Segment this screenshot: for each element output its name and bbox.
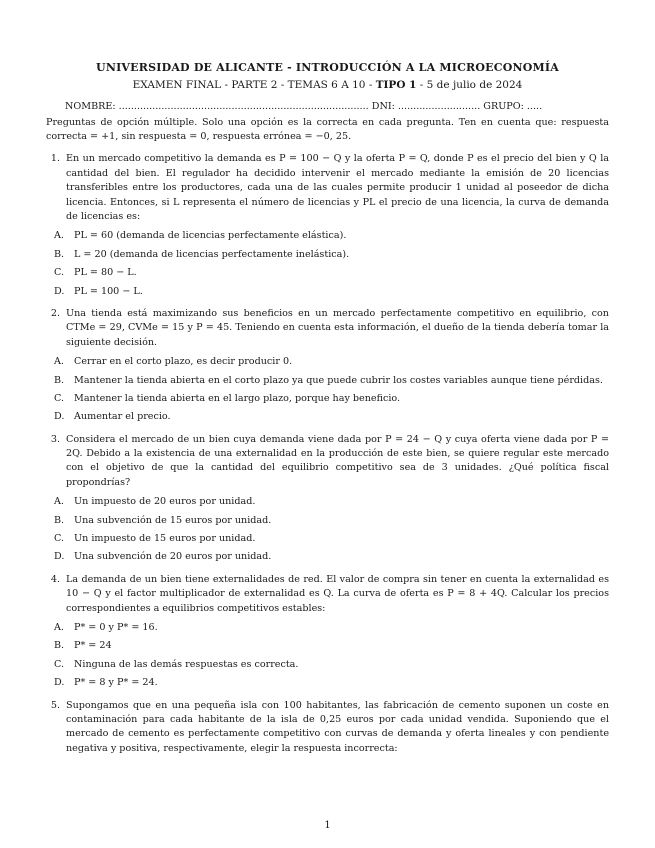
question-3 [46,433,609,565]
option-text: Una subvención de 15 euros por unidad. [74,514,272,526]
option-letter: C. [54,658,65,670]
option-letter: D. [54,677,65,689]
option-text: Cerrar en el corto plazo, es decir producir 0. [74,356,293,368]
option-letter: A. [54,230,64,242]
answer-options [54,229,609,299]
answer-option [54,410,609,424]
option-text: PL = 60 (demanda de licencias perfectamente elástica). [74,230,347,242]
question-row [46,433,609,491]
answer-option [54,621,609,635]
answer-option [54,266,609,280]
option-text: Mantener la tienda abierta en el largo plazo, porque hay beneficio. [74,392,401,404]
option-text: PL = 80 − L. [74,267,137,279]
option-letter: A. [54,621,64,633]
question-row [46,152,609,224]
option-text: P* = 0 y P* = 16. [74,621,158,633]
option-letter: D. [54,411,65,423]
subtitle-tipo: TIPO 1 [375,78,417,91]
subtitle-date: - 5 de julio de 2024 [416,78,523,91]
question-number: 3. [50,433,60,445]
answer-option [54,658,609,672]
option-letter: B. [54,514,65,526]
answer-option [54,248,609,262]
option-letter: A. [54,496,64,508]
exam-subtitle [46,78,609,94]
answer-option [54,514,609,528]
answer-option [54,550,609,564]
question-2 [46,307,609,425]
question-number: 1. [50,153,60,165]
option-letter: B. [54,374,65,386]
answer-option [54,495,609,509]
question-4 [46,573,609,691]
option-letter: C. [54,533,65,545]
option-letter: D. [54,551,65,563]
question-1 [46,152,609,299]
question-row [46,573,609,616]
question-5 [46,699,609,757]
answer-options [54,355,609,425]
option-text: L = 20 (demanda de licencias perfectamente inelástica). [74,248,350,260]
option-letter: B. [54,248,65,260]
answer-option [54,676,609,690]
question-text: Una tienda está maximizando sus beneficios en un mercado perfectamente competitivo en equilibrio, con CTMe = 29, CVMe = 15 y P = 45. Teniendo en cuenta esta información, el dueño de la tienda debería tomar la siguiente decisión. [66,307,609,348]
page-number: 1 [324,820,331,831]
exam-page [46,60,609,756]
option-text: Mantener la tienda abierta en el corto plazo ya que puede cubrir los costes variables aunque tiene pérdidas. [74,374,603,386]
student-id-line: NOMBRE: .................................................................................. DNI: ........................... GRUPO: ..... [65,101,543,113]
question-number: 4. [50,573,60,585]
question-row [46,307,609,350]
answer-option [54,639,609,653]
option-letter: A. [54,356,64,368]
answer-option [54,355,609,369]
answer-option [54,392,609,406]
option-letter: B. [54,640,65,652]
option-text: Un impuesto de 15 euros por unidad. [74,533,256,545]
option-letter: C. [54,392,65,404]
option-letter: D. [54,285,65,297]
question-text: Considera el mercado de un bien cuya demanda viene dada por P = 24 − Q y cuya oferta viene dada por P = 2Q. Debido a la existencia de una externalidad en la producción de este bien, se quiere regular este mercado con el objetivo de que la cantidad del equilibrio competitivo sea de 3 unidades. ¿Qué política fiscal propondrías? [66,433,609,488]
question-text: Supongamos que en una pequeña isla con 100 habitantes, las fabricación de cemento suponen un coste en contaminación para cada habitante de la isla de 0,25 euros por cada unidad vendida. Suponiendo que el mercado de cemento es perfectamente competitivo con curvas de demanda y oferta lineales y con pendiente negativa y positiva, respectivamente, elegir la respuesta incorrecta: [66,699,609,754]
question-row [46,699,609,757]
answer-option [54,285,609,299]
option-text: Un impuesto de 20 euros por unidad. [74,496,256,508]
answer-options [54,495,609,565]
option-letter: C. [54,267,65,279]
answer-option [54,532,609,546]
exam-title: UNIVERSIDAD DE ALICANTE - INTRODUCCIÓN A LA MICROECONOMÍA [96,61,559,74]
option-text: P* = 24 [74,640,112,652]
question-number: 2. [50,307,60,319]
question-text: La demanda de un bien tiene externalidades de red. El valor de compra sin tener en cuenta la externalidad es 10 − Q y el factor multiplicador de externalidad es Q. La curva de oferta es P = 8 + 4Q. Calcular los precios correspondientes a equilibrios competitivos estables: [66,573,609,614]
option-text: P* = 8 y P* = 24. [74,677,158,689]
subtitle-prefix: EXAMEN FINAL - PARTE 2 - TEMAS 6 A 10 - [132,78,376,91]
option-text: Una subvención de 20 euros por unidad. [74,551,272,563]
question-list [46,152,609,756]
instructions: Preguntas de opción múltiple. Solo una opción es la correcta en cada pregunta. Ten en cuenta que: respuesta correcta = +1, sin respuesta = 0, respuesta errónea = −0, 25. [46,116,609,143]
option-text: PL = 100 − L. [74,285,143,297]
answer-option [54,229,609,243]
answer-option [54,374,609,388]
question-text: En un mercado competitivo la demanda es P = 100 − Q y la oferta P = Q, donde P es el precio del bien y Q la cantidad del bien. El regulador ha decidido intervenir el mercado mediante la emisión de 20 licencias transferibles entre los productores, cada una de las cuales permite producir 1 unidad al poseedor de dicha licencia. Entonces, si L representa el número de licencias y PL el precio de una licencia, la curva de demanda de licencias es: [66,153,609,222]
answer-options [54,621,609,691]
question-number: 5. [50,699,60,711]
option-text: Aumentar el precio. [74,411,171,423]
option-text: Ninguna de las demás respuestas es correcta. [74,658,299,670]
